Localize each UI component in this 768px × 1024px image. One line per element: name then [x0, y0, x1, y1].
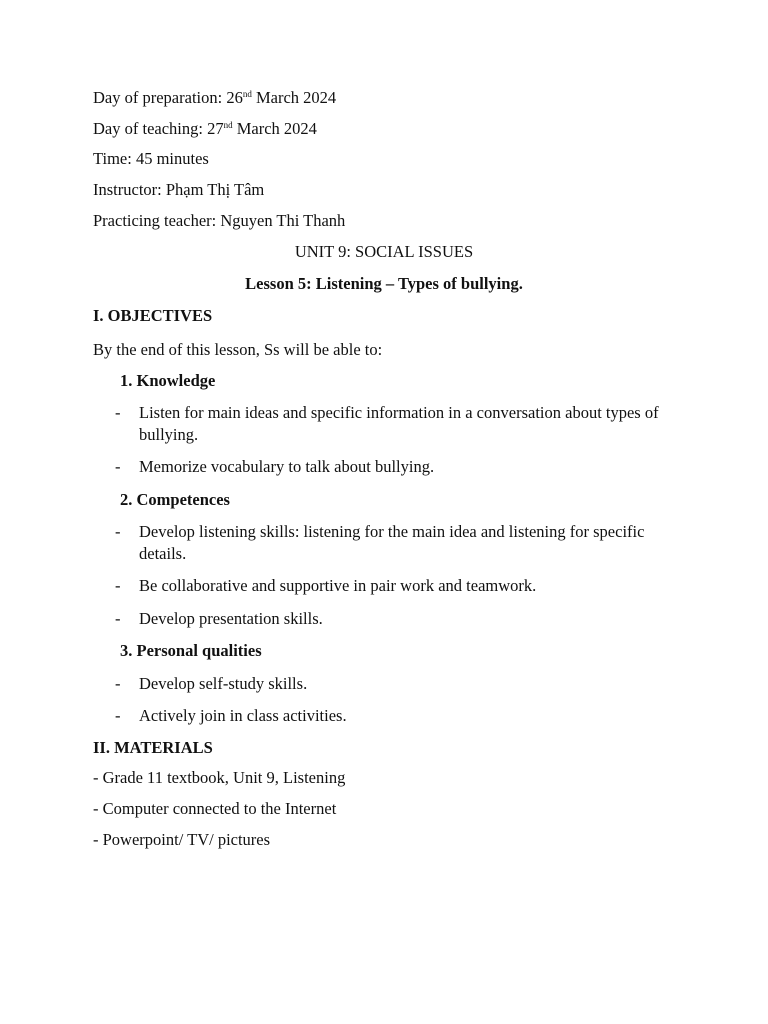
- day-of-preparation: [93, 88, 336, 108]
- lesson-title: Lesson 5: Listening – Types of bullying.: [245, 274, 523, 293]
- instructor-line: Instructor: Phạm Thị Tâm: [93, 180, 265, 199]
- bullet-dash: -: [115, 706, 121, 725]
- bullet-dash: -: [115, 403, 121, 422]
- materials-item-2: - Computer connected to the Internet: [93, 799, 337, 818]
- objectives-intro: By the end of this lesson, Ss will be able to:: [93, 340, 383, 359]
- competences-heading: 2. Competences: [120, 490, 230, 509]
- knowledge-item-1: Listen for main ideas and specific information in a conversation about types of bullying.: [139, 403, 659, 444]
- competences-item-3: Develop presentation skills.: [139, 609, 323, 628]
- competences-item-1: Develop listening skills: listening for the main idea and listening for specific details.: [139, 522, 645, 563]
- prep-suffix: nd: [242, 89, 252, 99]
- materials-item-1: - Grade 11 textbook, Unit 9, Listening: [93, 768, 346, 787]
- prep-label: Day of preparation: 26: [93, 88, 243, 107]
- objectives-heading: I. OBJECTIVES: [93, 306, 213, 325]
- competences-item-2: Be collaborative and supportive in pair work and teamwork.: [139, 576, 537, 595]
- teach-suffix: nd: [223, 120, 233, 130]
- qualities-item-2: Actively join in class activities.: [139, 706, 347, 725]
- bullet-dash: -: [115, 609, 121, 628]
- bullet-dash: -: [115, 576, 121, 595]
- time-line: Time: 45 minutes: [93, 149, 209, 168]
- bullet-dash: -: [115, 457, 121, 476]
- qualities-item-1: Develop self-study skills.: [139, 674, 308, 693]
- knowledge-item-2: Memorize vocabulary to talk about bullying.: [139, 457, 435, 476]
- bullet-dash: -: [115, 522, 121, 541]
- practicing-teacher-line: Practicing teacher: Nguyen Thi Thanh: [93, 211, 346, 230]
- day-of-teaching: [93, 119, 317, 139]
- qualities-heading: 3. Personal qualities: [120, 641, 262, 660]
- materials-heading: II. MATERIALS: [93, 738, 213, 757]
- bullet-dash: -: [115, 674, 121, 693]
- materials-item-3: - Powerpoint/ TV/ pictures: [93, 830, 271, 849]
- unit-title: UNIT 9: SOCIAL ISSUES: [294, 242, 474, 261]
- knowledge-heading: 1. Knowledge: [120, 371, 216, 390]
- prep-date-rest: March 2024: [251, 88, 337, 107]
- teach-date-rest: March 2024: [232, 119, 317, 138]
- teach-label: Day of teaching: 27: [93, 119, 224, 138]
